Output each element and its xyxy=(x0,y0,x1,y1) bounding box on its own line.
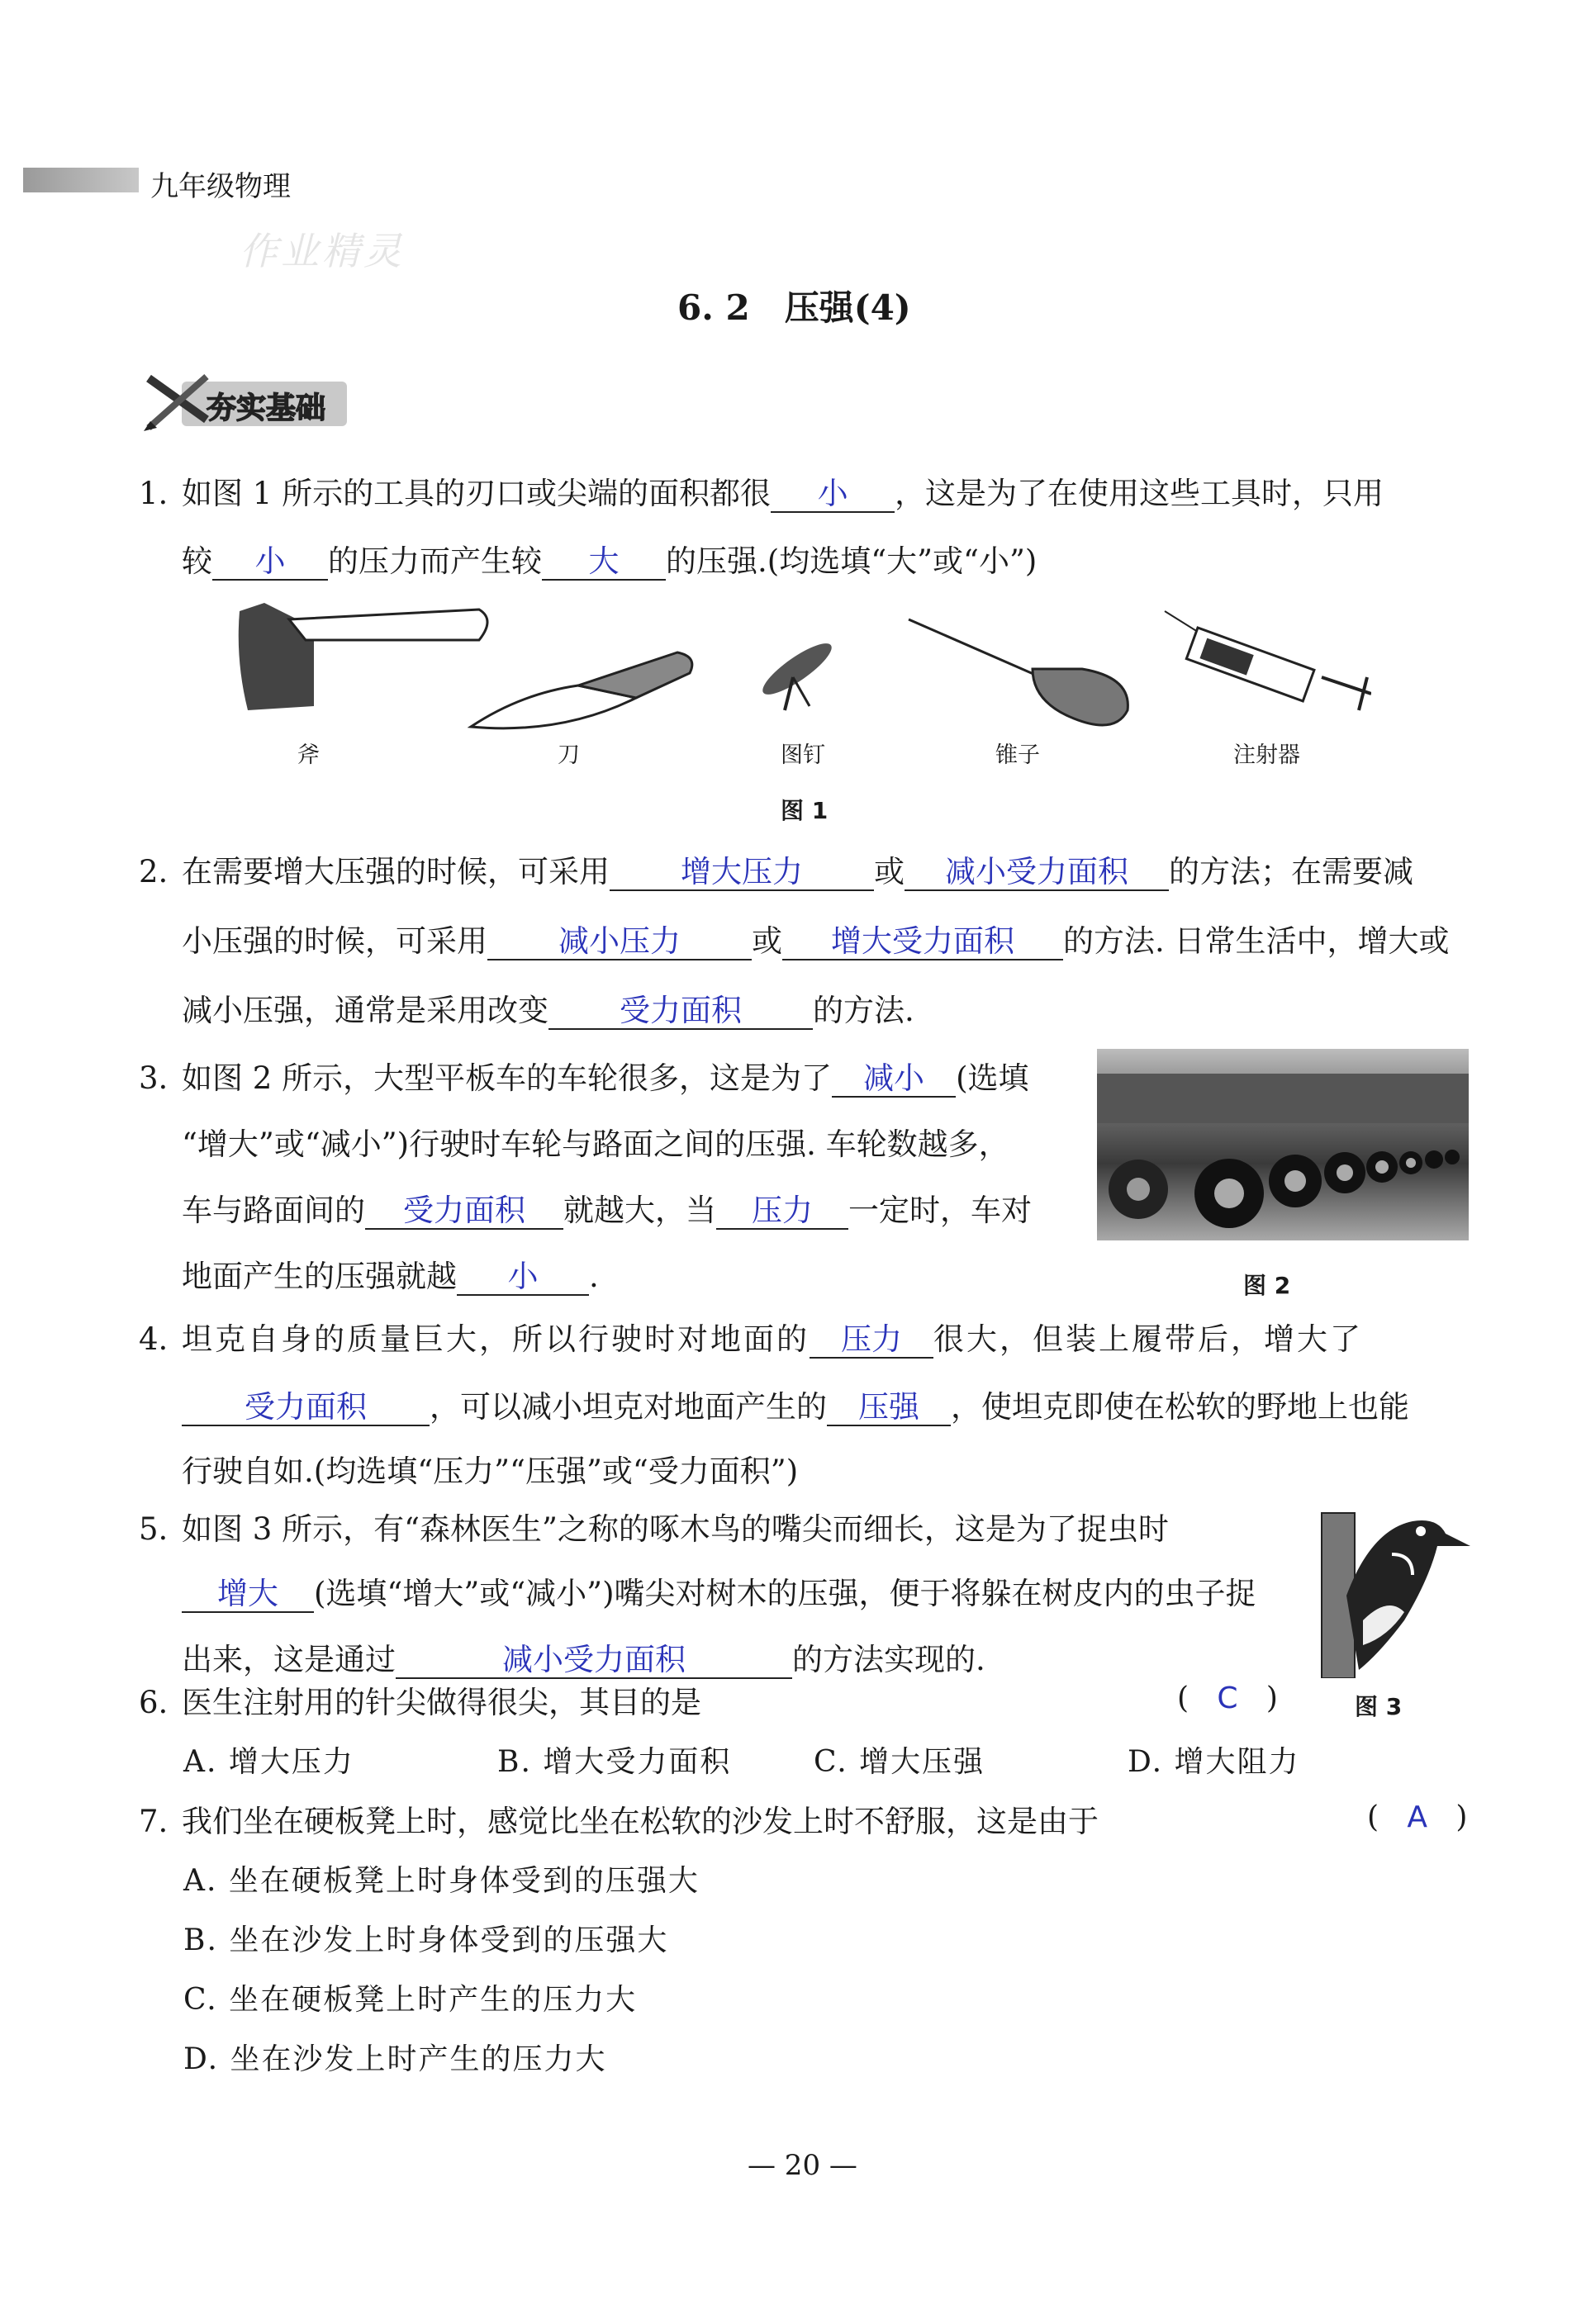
figure-3 xyxy=(1313,1496,1470,1678)
q4-line3: 行驶自如.(均选填“压力”“压强”或“受力面积”) xyxy=(182,1454,799,1489)
q5-line2: 增大 (选填“增大”或“减小”)嘴尖对树木的压强，便于将躲在树皮内的虫子捉 xyxy=(182,1569,1256,1619)
q3-line3: 车与路面间的 受力面积 就越大，当 压力 一定时，车对 xyxy=(182,1193,1032,1228)
q6-option-c[interactable]: C. 增大压强 xyxy=(814,1745,985,1779)
q1-blank1[interactable]: 小 xyxy=(771,477,895,513)
watermark: 作业精灵 xyxy=(240,229,405,273)
q4-number: 4. xyxy=(139,1321,169,1357)
q2-blank2[interactable]: 减小受力面积 xyxy=(905,856,1169,891)
fig1-label-axe: 斧 xyxy=(297,742,320,768)
fig2-caption: 图 2 xyxy=(1243,1272,1291,1299)
q1-blank3[interactable]: 大 xyxy=(542,545,666,581)
q4-blank1[interactable]: 压力 xyxy=(810,1323,933,1359)
q3-blank2[interactable]: 受力面积 xyxy=(365,1194,563,1230)
figure-1 xyxy=(231,595,1371,785)
q7-answer: A xyxy=(1407,1800,1428,1834)
tools-illustration xyxy=(231,595,1371,760)
page-number: — 20 — xyxy=(748,2149,857,2182)
q5-line3: 出来，这是通过 减小受力面积 的方法实现的. xyxy=(182,1642,985,1677)
q7-number: 7. xyxy=(139,1804,169,1839)
q4-blank3[interactable]: 压强 xyxy=(827,1391,951,1426)
q5-number: 5. xyxy=(139,1511,169,1547)
q2-blank1[interactable]: 增大压力 xyxy=(610,856,874,891)
q6-option-b[interactable]: B. 增大受力面积 xyxy=(497,1745,732,1779)
q7-answer-bracket[interactable]: ( A ) xyxy=(1367,1800,1468,1834)
q5-blank1[interactable]: 增大 xyxy=(182,1577,314,1613)
q4-line2: 受力面积 ，可以减小坦克对地面产生的 压强 ，使坦克即使在松软的野地上也能 xyxy=(182,1383,1409,1432)
awl-icon xyxy=(909,619,1128,725)
q1-line2: 较 小 的压力而产生较 大 的压强.(均选填“大”或“小”) xyxy=(182,543,1038,579)
q2-line1: 在需要增大压强的时候，可采用 增大压力 或 减小受力面积 的方法；在需要减 xyxy=(182,854,1413,889)
q4-line1: 坦克自身的质量巨大，所以行驶时对地面的 压力 很大，但装上履带后，增大了 xyxy=(182,1321,1363,1357)
q4-blank2[interactable]: 受力面积 xyxy=(182,1391,430,1426)
page-title: 6. 2 压强(4) xyxy=(677,287,911,328)
q7-option-a[interactable]: A. 坐在硬板凳上时身体受到的压强大 xyxy=(183,1864,700,1898)
q3-line2: “增大”或“减小”)行驶时车轮与路面之间的压强. 车轮数越多， xyxy=(182,1126,1009,1162)
q7-option-b[interactable]: B. 坐在沙发上时身体受到的压强大 xyxy=(183,1923,669,1957)
q3-blank3[interactable]: 压力 xyxy=(716,1194,848,1230)
fig1-label-thumbtack: 图钉 xyxy=(781,742,825,768)
q1-blank2[interactable]: 小 xyxy=(212,545,328,581)
q2-number: 2. xyxy=(139,854,169,889)
q1-number: 1. xyxy=(139,476,169,511)
fig3-caption: 图 3 xyxy=(1355,1693,1403,1720)
q5-blank2[interactable]: 减小受力面积 xyxy=(396,1643,792,1679)
header-subject: 九年级物理 xyxy=(150,170,291,203)
section-title: 夯实基础 xyxy=(207,391,326,425)
fig1-label-syringe: 注射器 xyxy=(1233,742,1300,768)
knife-icon xyxy=(471,652,692,728)
figure-2-photo xyxy=(1097,1049,1469,1240)
section-badge xyxy=(132,370,363,436)
q2-blank5[interactable]: 受力面积 xyxy=(548,994,813,1030)
q2-blank3[interactable]: 减小压力 xyxy=(487,925,752,960)
q3-line4: 地面产生的压强就越 小 . xyxy=(182,1259,599,1294)
q5-line1: 如图 3 所示，有“森林医生”之称的啄木鸟的嘴尖而细长，这是为了捉虫时 xyxy=(182,1511,1169,1547)
q3-blank4[interactable]: 小 xyxy=(457,1260,589,1296)
q7-option-d[interactable]: D. 坐在沙发上时产生的压力大 xyxy=(183,2042,607,2076)
q7-option-c[interactable]: C. 坐在硬板凳上时产生的压力大 xyxy=(183,1983,638,2017)
thumbtack-icon xyxy=(757,636,838,710)
q6-number: 6. xyxy=(139,1685,169,1720)
q2-line2: 小压强的时候，可采用 减小压力 或 增大受力面积 的方法. 日常生活中，增大或 xyxy=(182,923,1450,959)
q6-answer-bracket[interactable]: ( C ) xyxy=(1177,1681,1278,1715)
header-bar xyxy=(23,168,139,192)
q3-number: 3. xyxy=(139,1060,169,1096)
q6-option-a[interactable]: A. 增大压力 xyxy=(183,1745,354,1779)
truck-wheels-icon xyxy=(1097,1049,1469,1240)
axe-icon xyxy=(239,603,487,710)
fig1-caption: 图 1 xyxy=(781,797,829,824)
q3-blank1[interactable]: 减小 xyxy=(832,1062,956,1098)
q2-line3: 减小压强，通常是采用改变 受力面积 的方法. xyxy=(182,993,914,1028)
fig1-label-awl: 锥子 xyxy=(995,742,1040,768)
q2-blank4[interactable]: 增大受力面积 xyxy=(782,925,1063,960)
q1-line1: 如图 1 所示的工具的刃口或尖端的面积都很 小 ，这是为了在使用这些工具时，只用 xyxy=(182,476,1384,511)
fig1-label-knife: 刀 xyxy=(558,742,580,768)
q7-stem: 我们坐在硬板凳上时，感觉比坐在松软的沙发上时不舒服，这是由于 xyxy=(182,1804,1099,1839)
q6-answer: C xyxy=(1217,1681,1238,1715)
q6-stem: 医生注射用的针尖做得很尖，其目的是 xyxy=(182,1685,701,1720)
woodpecker-icon xyxy=(1313,1496,1470,1678)
syringe-icon xyxy=(1165,611,1371,710)
q3-line1: 如图 2 所示，大型平板车的车轮很多，这是为了 减小 (选填 xyxy=(182,1060,1029,1096)
q6-option-d[interactable]: D. 增大阻力 xyxy=(1128,1745,1300,1779)
